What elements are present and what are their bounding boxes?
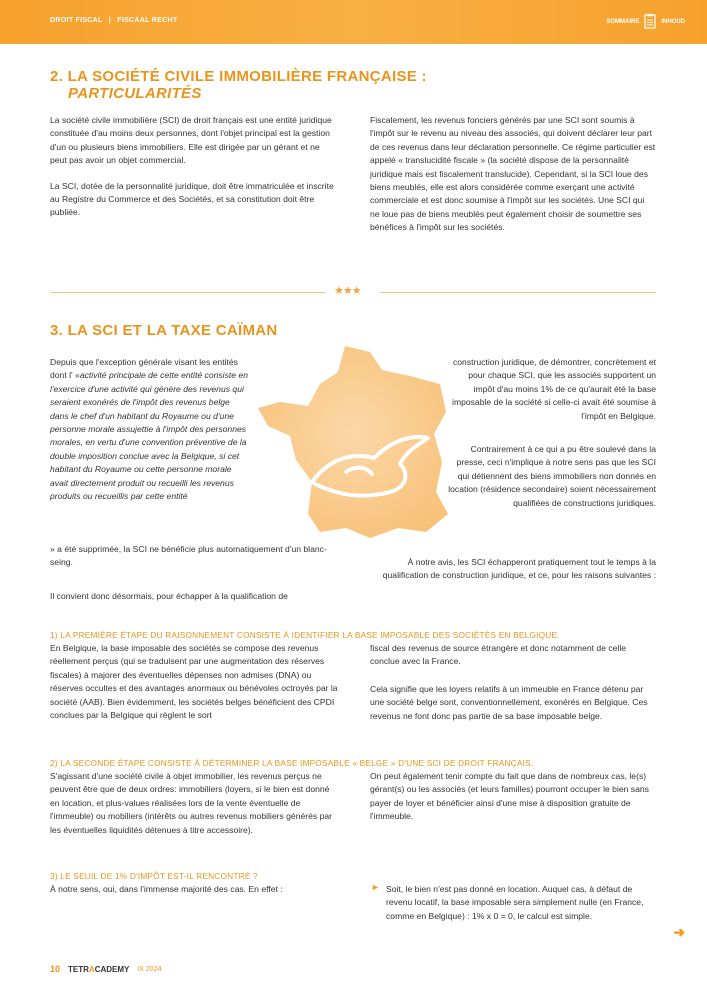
section-2-right-column: [370, 114, 656, 247]
top-banner: [0, 0, 707, 44]
paragraph: Fiscalement, les revenus fonciers générés par une SCI sont soumis à l'impôt sur le revenu au niveau des associés, qui doivent déclarer leur part de ces revenus dans leur déclaration personnelle. Ce régime particulier est appelé « translucidité fiscale » (la société dispose de la personnalité juridique mais est fiscalement translucide). Cependant, si la SCI loue des biens meublés, elle est alors considérée comme exerçant une activité commerciale et est donc soumise à l'impôt sur les sociétés. Une SCI qui ne loue pas de biens meublés peut également choisir de soumettre ses bénéfices à l'impôt sur les sociétés.: [370, 115, 656, 233]
bullet-arrow-icon: ►: [371, 882, 380, 892]
paragraph: Soit, le bien n'est pas donné en location. Auquel cas, à défaut de revenu locatif, la base imposable sera simplement nulle (en France, comme en Belgique) : 1% x 0 = 0, le calcul est simple.: [386, 884, 644, 921]
step-3-left: [50, 883, 338, 908]
divider-line-right: [380, 292, 656, 293]
step-3-right: [386, 883, 658, 935]
logo-part-a: TETR: [68, 964, 89, 974]
breadcrumb: [50, 17, 177, 24]
section-2-title-main: 2. LA SOCIÉTÉ CIVILE IMMOBILIÈRE FRANÇAISE :: [50, 68, 427, 85]
logo-part-b: A: [88, 964, 95, 974]
paragraph: La société civile immobilière (SCI) de droit français est une entité juridique constituée d'au moins deux personnes, dont l'objet principal est la gestion d'un ou plusieurs biens immobiliers. Elle est dirigée par un gérant et ne peut pas avoir un objet commercial.: [50, 115, 332, 166]
divider-line-left: [50, 292, 326, 293]
step-2-right: [370, 770, 658, 836]
issue-period: IX 2024: [137, 965, 162, 973]
paragraph: fiscal des revenus de source étrangère et donc notamment de celle conclue avec la France.: [370, 643, 627, 667]
section-2-left-column: [50, 114, 338, 232]
section-divider: [50, 285, 656, 302]
step-1-left: [50, 642, 338, 734]
paragraph: [50, 356, 250, 503]
step-3-heading: 3) LE SEUIL DE 1% D'IMPÔT EST-IL RENCONTRÉ ?: [50, 871, 258, 881]
toc-label-fr[interactable]: SOMMAIRE: [606, 19, 640, 25]
breadcrumb-droit-fiscal[interactable]: DROIT FISCAL: [50, 17, 103, 24]
paragraph: La SCI, dotée de la personnalité juridique, doit être immatriculée et inscrite au Registre du Commerce et des Sociétés, et sa constitution doit être publiée.: [50, 180, 334, 218]
section-3-right-column-end: [370, 556, 656, 595]
quoted-exception: activité principale de cette entité consiste en l'exercice d'une activité qui génère des revenus qui seraient exonérés de l'impôt des revenus belge dans le chef d'un habitant du Royaume ou d'une personne morale assujettie à l'impôt des personnes morales, en vertu d'une convention préventive de la double imposition conclue avec la Belgique, si cet habitant du Royaume ou cette personne morale avait directement produit ou recueilli les revenus produits ou recueillis par cette entité: [50, 370, 248, 502]
paragraph: À notre avis, les SCI échapperont pratiquement tout le temps à la qualification de construction juridique, et ce, pour les raisons suivantes :: [382, 557, 656, 581]
section-3-left-column: [50, 356, 250, 503]
paragraph: On peut également tenir compte du fait que dans de nombreux cas, le(s) gérant(s) ou les associés (et leurs familles) pourront occuper le bien sans payer de loyer et bénéficier ainsi d'une mise à disposition gratuite de l'immeuble.: [370, 771, 649, 822]
tetracademy-logo: [68, 965, 129, 974]
breadcrumb-fiscaal-recht[interactable]: FISCAAL RECHT: [117, 17, 178, 24]
stars-icon: ★★★: [334, 285, 361, 297]
logo-part-c: CADEMY: [94, 964, 130, 974]
paragraph: » a été supprimée, la SCI ne bénéficie plus automatiquement d'un blanc-seing.: [50, 544, 327, 568]
paragraph: En Belgique, la base imposable des sociétés se compose des revenus réellement perçus (qui se traduisent par une augmentation des réserves fiscales) à majorer des éventuelles dépenses non admises (DNA) ou réserves occultes et des avantages anormaux ou bénévoles octroyés par la société (AAB). Bien évidemment, les sociétés belges bénéficient des CPDI conclues par la Belgique qui règlent le sort: [50, 643, 338, 721]
toc-link[interactable]: [606, 13, 685, 31]
section-3-right-column: [448, 356, 656, 522]
section-2-title-italic: PARTICULARITÉS: [68, 85, 202, 102]
toc-label-nl[interactable]: INHOUD: [661, 19, 685, 25]
step-2-heading: 2) LA SECONDE ÉTAPE CONSISTE À DÉTERMINER LA BASE IMPOSABLE « BELGE » D'UNE SCI DE DROIT FRANÇAIS.: [50, 758, 534, 768]
paragraph: Contrairement à ce qui a pu être soulevé dans la presse, ceci n'implique à notre sens pas que les SCI qui détiennent des biens immobiliers non donnés en location (résidence secondaire) soient nécessairement qualifiées de constructions juridiques.: [448, 444, 656, 508]
section-3-left-column-end: [50, 543, 338, 615]
next-page-arrow-icon[interactable]: ➜: [673, 924, 685, 940]
step-1-heading: 1) LA PREMIÈRE ÉTAPE DU RAISONNEMENT CONSISTE À IDENTIFIER LA BASE IMPOSABLE DES SOCIÉTÉS EN BELGIQUE.: [50, 630, 560, 640]
page-footer: [50, 964, 162, 974]
france-map-illustration: [250, 342, 465, 552]
paragraph: Cela signifie que les loyers relatifs à un immeuble en France détenu par une société belge sont, conventionnellement, exonérés en Belgique. Ces revenus ne font donc pas partie de sa base imposable belge.: [370, 683, 648, 721]
paragraph: À notre sens, oui, dans l'immense majorité des cas. En effet :: [50, 884, 283, 894]
section-2-title: [50, 68, 427, 102]
breadcrumb-separator: |: [108, 17, 111, 24]
step-2-left: [50, 770, 338, 849]
clipboard-icon[interactable]: [644, 13, 656, 31]
paragraph: S'agissant d'une société civile à objet immobilier, les revenus perçus ne peuvent être que de deux ordres: immobiliers (loyers, si le bien est donné en location, et plus-values réalisées lors de la vente éventuelle de l'immeuble) ou mobiliers (intérêts ou autres revenus mobiliers générés par les éventuelles liquidités détenues à titre accessoire).: [50, 771, 333, 835]
paragraph: Il convient donc désormais, pour échapper à la qualification de: [50, 590, 288, 601]
paragraph: construction juridique, de démontrer, concrètement et pour chaque SCI, que les associés supportent un impôt d'au moins 1% de ce qu'aurait été la base imposable de la société si celle-ci avait été soumise à l'impôt en Belgique.: [452, 357, 656, 421]
section-3-title: 3. LA SCI ET LA TAXE CAÏMAN: [50, 322, 278, 339]
intro-text: Depuis que l'exception générale visant les entités dont l' «: [50, 357, 238, 381]
page-number: 10: [50, 964, 61, 974]
step-1-right: [370, 642, 658, 735]
